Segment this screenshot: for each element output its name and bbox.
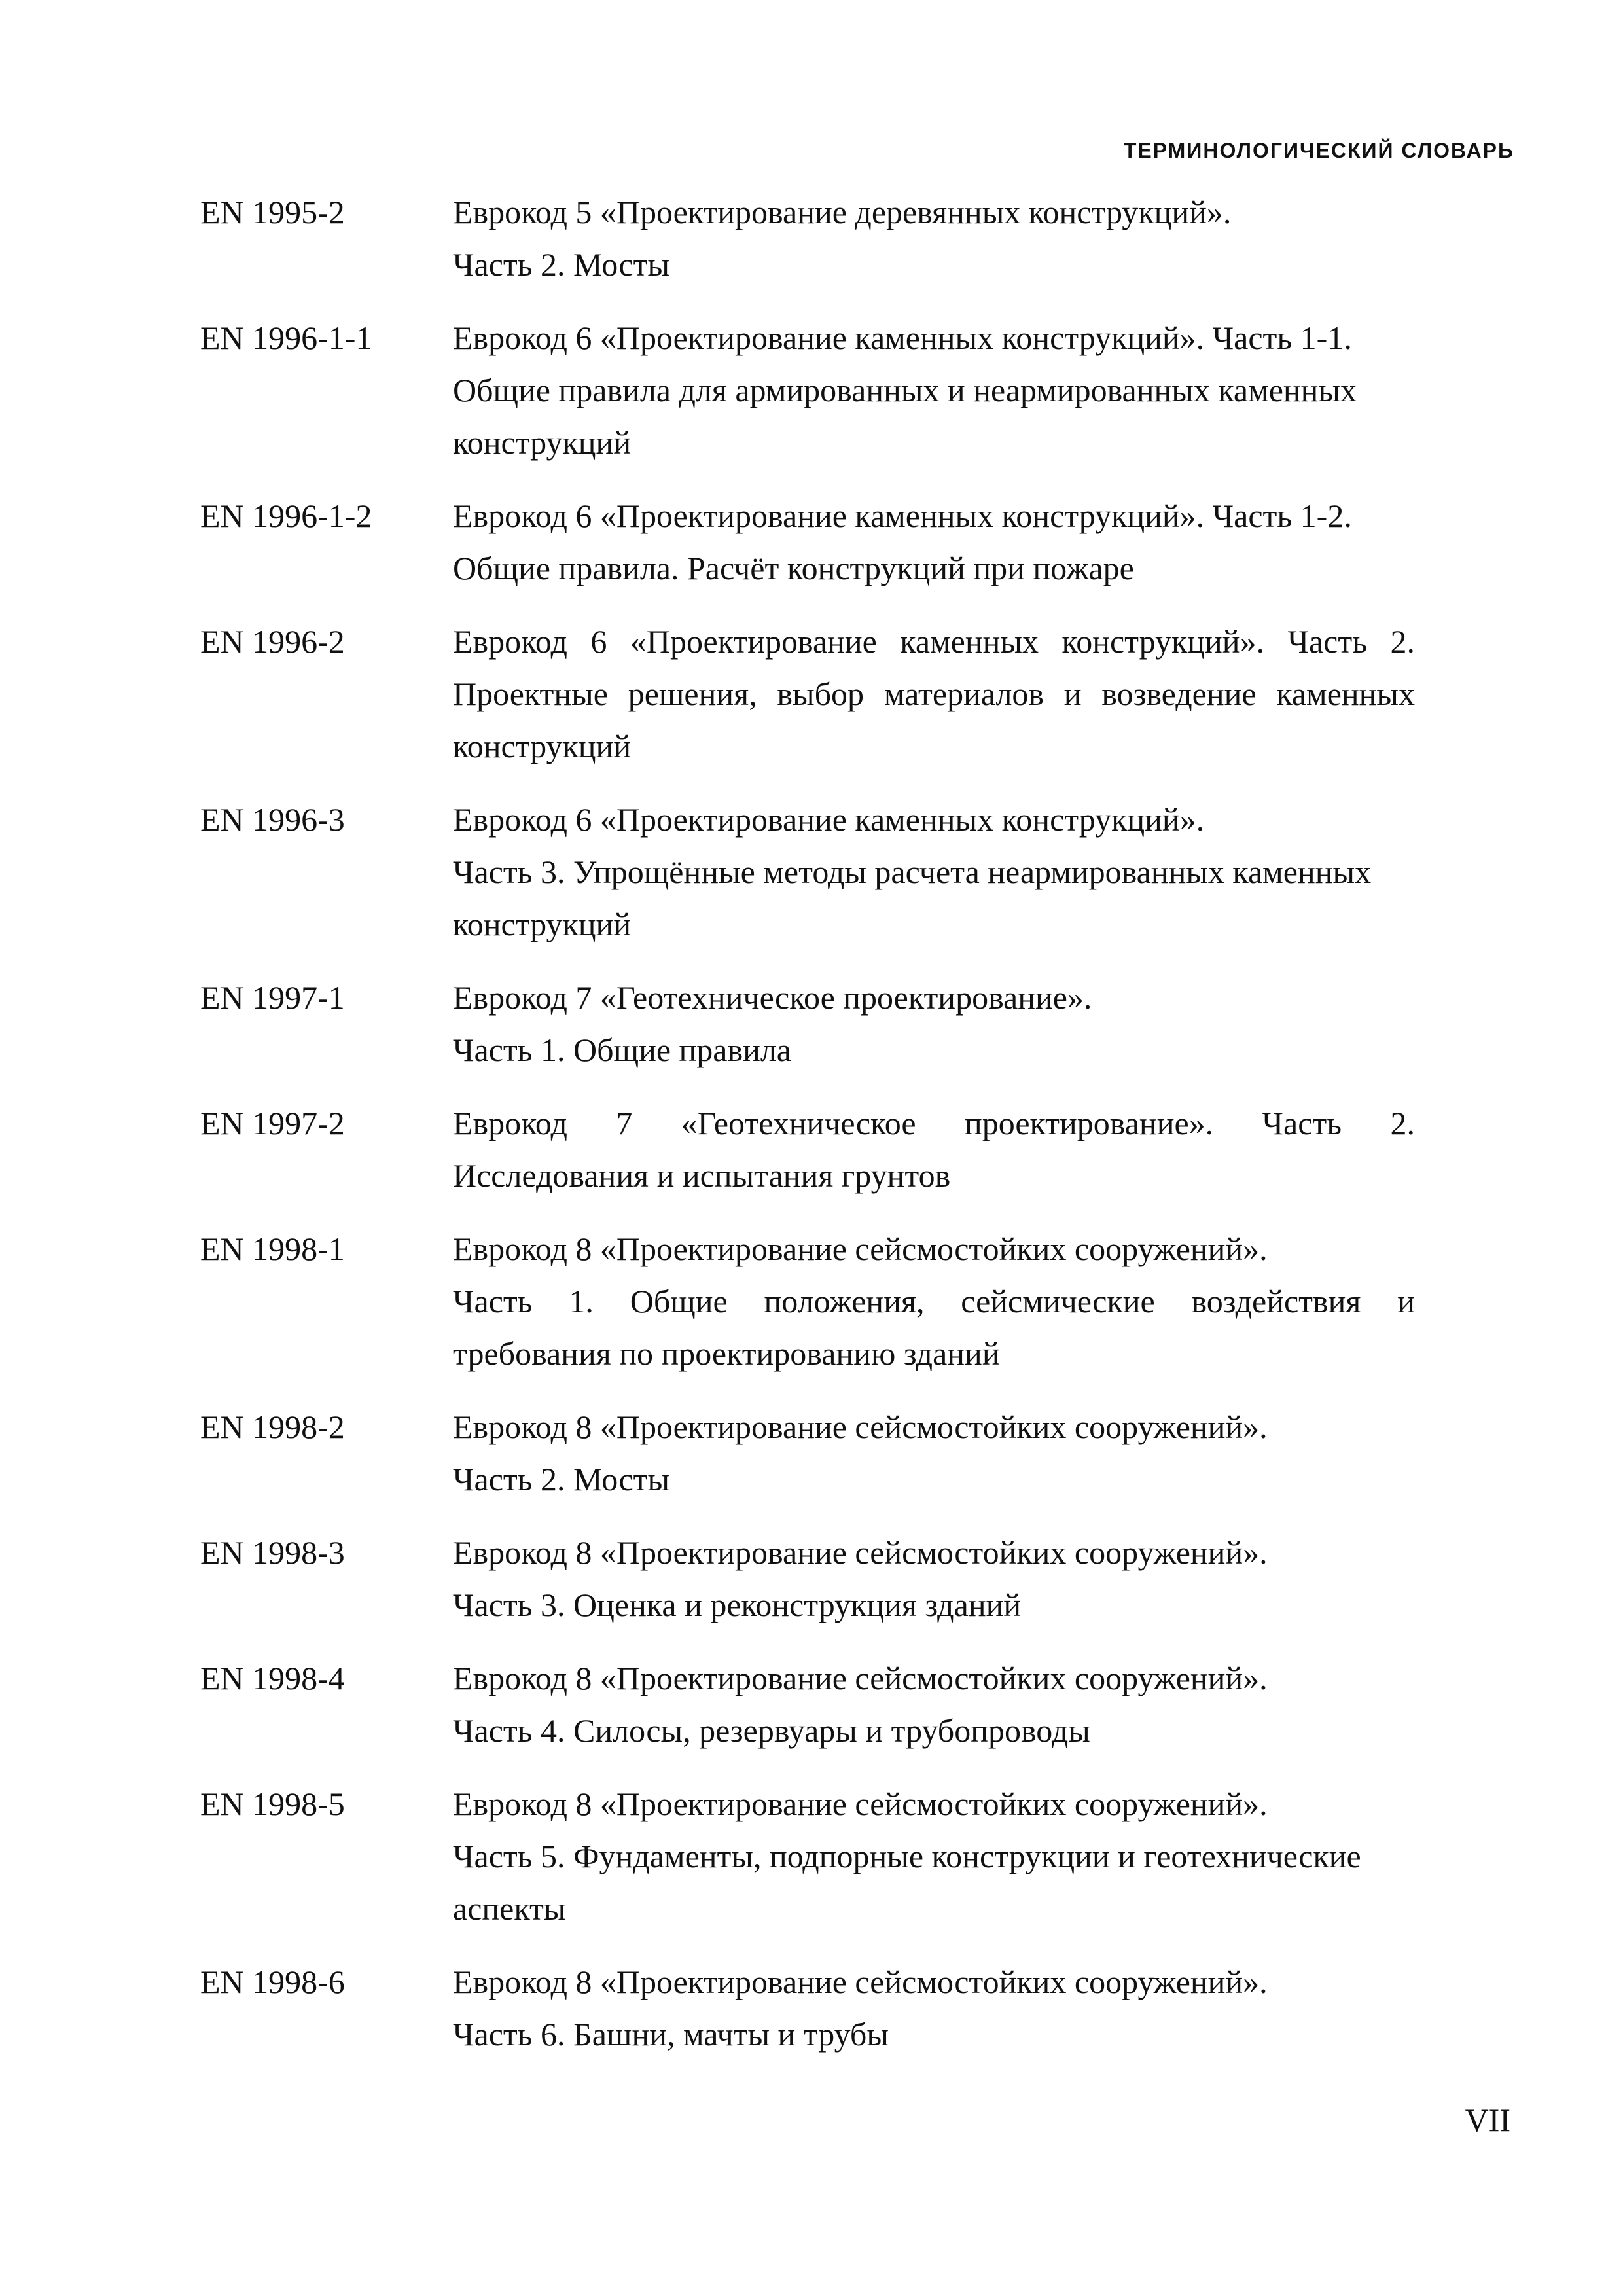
description-line: Еврокод 8 «Проектирование сейсмостойких сооружений». <box>453 1660 1268 1696</box>
glossary-entry <box>200 1526 1415 1631</box>
description-line: Еврокод 6 «Проектирование каменных конструкций». Часть 1-1. <box>453 319 1352 356</box>
description-line: Часть 1. Общие правила <box>453 1031 791 1068</box>
entry-code: EN 1998-5 <box>200 1785 345 1822</box>
description-line: Еврокод 8 «Проектирование сейсмостойких сооружений». <box>453 1534 1268 1571</box>
entry-description <box>453 615 1415 772</box>
description-line: Общие правила для армированных и неармированных каменных <box>453 372 1357 408</box>
glossary-entry <box>200 1097 1415 1202</box>
entry-code: EN 1998-4 <box>200 1660 345 1696</box>
glossary-entry <box>200 1401 1415 1505</box>
entry-code: EN 1996-1-1 <box>200 319 372 356</box>
entry-code: EN 1998-3 <box>200 1534 345 1571</box>
description-line: конструкций <box>453 728 632 764</box>
description-line: Часть 2. Мосты <box>453 1461 670 1498</box>
entry-code: EN 1998-6 <box>200 1964 345 2000</box>
entry-code: EN 1997-2 <box>200 1105 345 1141</box>
glossary-entry <box>200 793 1415 950</box>
glossary-entry <box>200 1956 1415 2060</box>
entry-description <box>453 1652 1415 1757</box>
glossary-list <box>200 186 1415 2081</box>
entry-code: EN 1998-1 <box>200 1230 345 1267</box>
description-line: Часть 3. Упрощённые методы расчета неармированных каменных <box>453 853 1372 890</box>
entry-code: EN 1996-1-2 <box>200 497 372 534</box>
entry-description <box>453 1526 1415 1631</box>
description-line: Исследования и испытания грунтов <box>453 1157 951 1194</box>
entry-code: EN 1996-2 <box>200 623 345 660</box>
entry-code: EN 1996-3 <box>200 801 345 838</box>
description-line: Еврокод 7 «Геотехническое проектирование». <box>453 979 1092 1016</box>
glossary-entry <box>200 490 1415 594</box>
description-line: Общие правила. Расчёт конструкций при пожаре <box>453 550 1134 586</box>
entry-description <box>453 1401 1415 1505</box>
entry-description <box>453 312 1415 469</box>
entry-code: EN 1995-2 <box>200 194 345 230</box>
glossary-entry <box>200 1223 1415 1380</box>
entry-code: EN 1997-1 <box>200 979 345 1016</box>
description-line: Часть 3. Оценка и реконструкция зданий <box>453 1587 1022 1623</box>
entry-description <box>453 1097 1415 1202</box>
entry-description <box>453 793 1415 950</box>
description-line: Еврокод 8 «Проектирование сейсмостойких сооружений». <box>453 1408 1268 1445</box>
description-line: Еврокод 6 «Проектирование каменных конструкций». Часть 1-2. <box>453 497 1352 534</box>
description-line: Еврокод 7 «Геотехническое проектирование». Часть 2. <box>453 1105 1415 1141</box>
description-line: Еврокод 8 «Проектирование сейсмостойких сооружений». <box>453 1230 1268 1267</box>
entry-description <box>453 490 1415 594</box>
description-line: требования по проектированию зданий <box>453 1335 1000 1372</box>
description-line: Проектные решения, выбор материалов и возведение каменных <box>453 675 1415 712</box>
entry-description <box>453 1778 1415 1935</box>
description-line: Еврокод 8 «Проектирование сейсмостойких сооружений». <box>453 1964 1268 2000</box>
description-line: Часть 1. Общие положения, сейсмические воздействия и <box>453 1283 1415 1319</box>
entry-description <box>453 1956 1415 2060</box>
description-line: аспекты <box>453 1890 566 1927</box>
glossary-entry <box>200 312 1415 469</box>
description-line: Еврокод 5 «Проектирование деревянных конструкций». <box>453 194 1232 230</box>
glossary-entry <box>200 1652 1415 1757</box>
description-line: Еврокод 8 «Проектирование сейсмостойких сооружений». <box>453 1785 1268 1822</box>
description-line: Часть 5. Фундаменты, подпорные конструкции и геотехнические <box>453 1838 1361 1874</box>
description-line: конструкций <box>453 906 632 942</box>
running-header: ТЕРМИНОЛОГИЧЕСКИЙ СЛОВАРЬ <box>1123 139 1514 162</box>
entry-description <box>453 1223 1415 1380</box>
description-line: Еврокод 6 «Проектирование каменных конструкций». <box>453 801 1205 838</box>
entry-code: EN 1998-2 <box>200 1408 345 1445</box>
page-number: VII <box>1465 2102 1510 2138</box>
description-line: Часть 4. Силосы, резервуары и трубопроводы <box>453 1712 1090 1749</box>
description-line: Еврокод 6 «Проектирование каменных конструкций». Часть 2. <box>453 623 1415 660</box>
glossary-entry <box>200 615 1415 772</box>
glossary-entry <box>200 1778 1415 1935</box>
description-line: Часть 6. Башни, мачты и трубы <box>453 2016 889 2053</box>
entry-description <box>453 971 1415 1076</box>
glossary-entry <box>200 971 1415 1076</box>
description-line: Часть 2. Мосты <box>453 246 670 283</box>
entry-description <box>453 186 1415 291</box>
description-line: конструкций <box>453 424 632 461</box>
glossary-entry <box>200 186 1415 291</box>
